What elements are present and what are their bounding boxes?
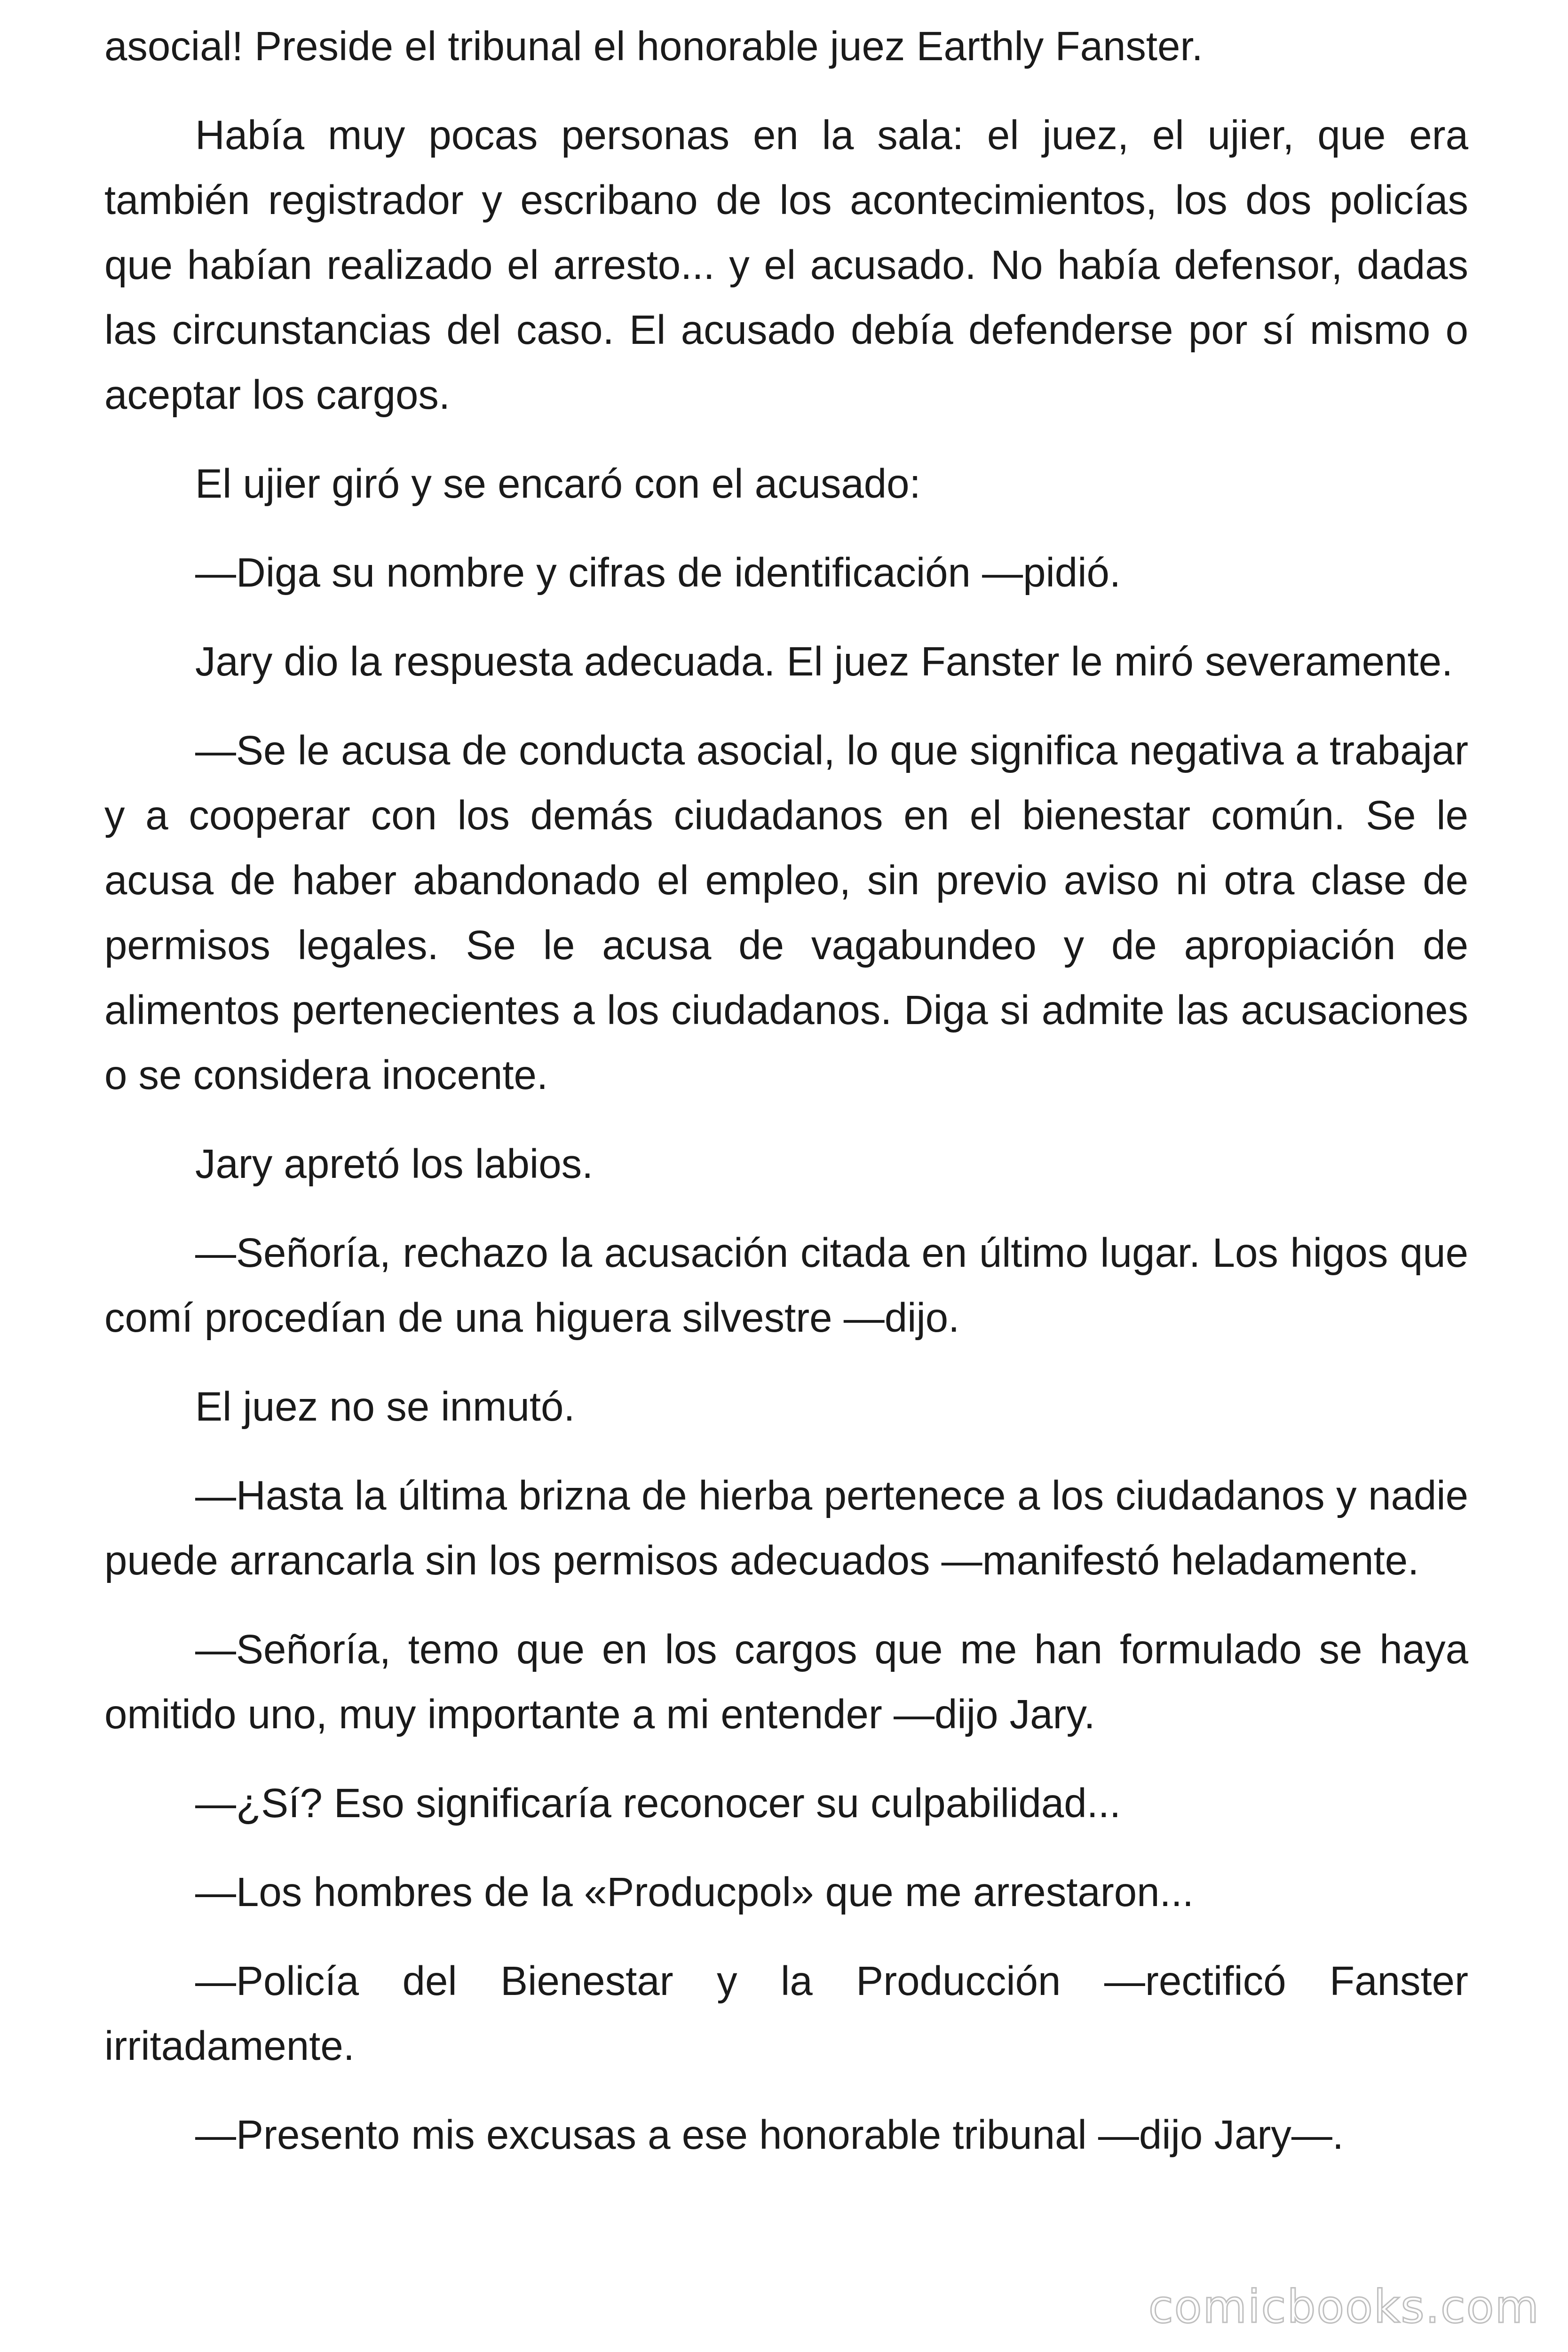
paragraph-4: —Diga su nombre y cifras de identificación —pidió. [195, 550, 1121, 596]
paragraph-8: —Señoría, rechazo la acusación citada en último lugar. Los higos que comí procedían de una higuera silvestre —dijo. [104, 1230, 1468, 1341]
paragraph-15: —Presento mis excusas a ese honorable tribunal —dijo Jary—. [195, 2112, 1344, 2158]
paragraph-7: Jary apretó los labios. [195, 1141, 594, 1187]
paragraph-2: Había muy pocas personas en la sala: el juez, el ujier, que era también registrador y escribano de los acontecimientos, los dos policías que habían realizado el arresto... y el acusado. No había defensor, dadas las circunstancias del caso. El acusado debía defenderse por sí mismo o aceptar los cargos. [104, 112, 1468, 418]
paragraph-9: El juez no se inmutó. [195, 1384, 575, 1430]
paragraph-12: —¿Sí? Eso significaría reconocer su culpabilidad... [195, 1780, 1121, 1826]
paragraph-13: —Los hombres de la «Producpol» que me arrestaron... [195, 1869, 1194, 1915]
paragraph-11: —Señoría, temo que en los cargos que me han formulado se haya omitido uno, muy importante a mi entender —dijo Jary. [104, 1627, 1468, 1737]
paragraph-1: asocial! Preside el tribunal el honorable juez Earthly Fanster. [104, 24, 1203, 69]
paragraph-5: Jary dio la respuesta adecuada. El juez Fanster le miró severamente. [195, 639, 1453, 684]
paragraph-10: —Hasta la última brizna de hierba pertenece a los ciudadanos y nadie puede arrancarla sin los permisos adecuados —manifestó heladamente. [104, 1473, 1468, 1583]
book-page [104, 14, 1468, 2333]
paragraph-14: —Policía del Bienestar y la Producción —rectificó Fanster irritadamente. [104, 1958, 1468, 2069]
watermark: comicbooks.com [1148, 2280, 1540, 2333]
paragraph-3: El ujier giró y se encaró con el acusado: [195, 461, 921, 507]
paragraph-6: —Se le acusa de conducta asocial, lo que significa negativa a trabajar y a cooperar con los demás ciudadanos en el bienestar común. Se le acusa de haber abandonado el empleo, sin previo aviso ni otra clase de permisos legales. Se le acusa de vagabundeo y de apropiación de alimentos pertenecientes a los ciudadanos. Diga si admite las acusaciones o se considera inocente. [104, 728, 1468, 1098]
